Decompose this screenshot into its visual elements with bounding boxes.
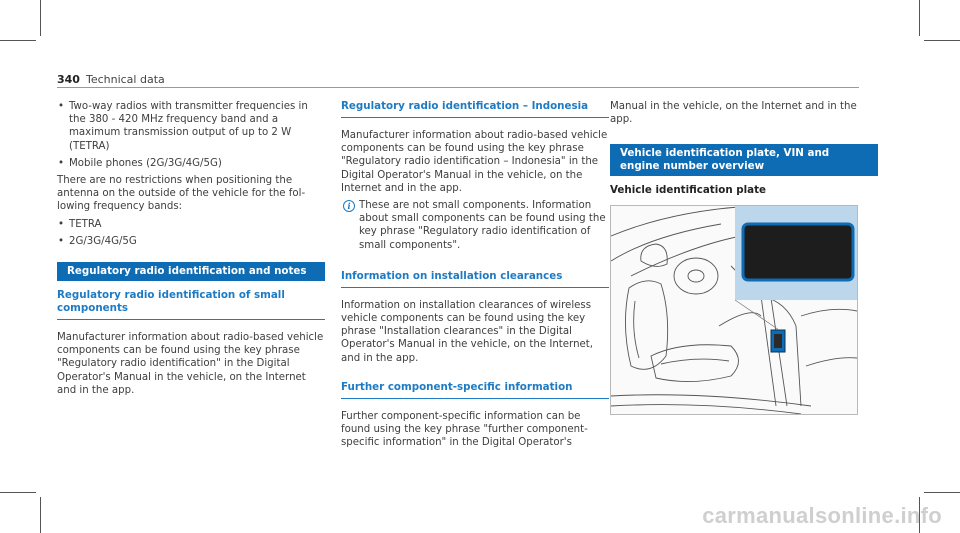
subsection-heading: Information on installation clearances (341, 270, 609, 288)
paragraph: Manual in the vehicle, on the Internet and in the app. (610, 101, 857, 126)
column-middle (341, 100, 609, 453)
crop-mark (0, 40, 36, 41)
section-heading: Vehicle identification plate, VIN and engine number overview (610, 144, 878, 176)
paragraph: Information on installation clearances of wireless vehicle components can be found using the key phrase "Installation clearances" in the Digital Operator's Manual in the vehicle, on the Internet, and in the app. (341, 299, 594, 364)
crop-mark (924, 40, 960, 41)
column-left (57, 100, 325, 401)
crop-mark (40, 0, 41, 36)
crop-mark (0, 492, 36, 493)
vehicle-plate-illustration (610, 205, 858, 415)
bullet-list (57, 100, 325, 170)
list-item: • Two-way radios with transmitter frequencies in the 380 - 420 MHz frequency band and a maximum transmission output of up to 2 W (TETRA) (57, 100, 325, 153)
list-item: • Mobile phones (2G/3G/4G/5G) (57, 157, 325, 170)
crop-mark (40, 497, 41, 533)
page-header (57, 73, 165, 86)
bullet-list (57, 218, 325, 248)
section-title: Technical data (85, 73, 165, 86)
identification-plate-detail (743, 224, 853, 280)
car-interior-drawing (611, 206, 857, 414)
note-text: These are not small components. Information about small components can be found using the key phrase "Regulatory radio identification of small components". (359, 200, 606, 251)
paragraph: Further component-specific information can be found using the key phrase "further component-specific information" in the Digital Operator's (341, 410, 588, 449)
label-marker-inner (774, 334, 782, 348)
list-item: • TETRA (57, 218, 325, 231)
info-icon: i (343, 200, 355, 212)
paragraph: Manufacturer information about radio-based vehicle components can be found using the key phrase "Regulatory radio identification" in the Digital Operator's Manual in the vehicle, on the Internet and in the app. (57, 332, 324, 396)
paragraph: There are no restrictions when positioning the antenna on the outside of the vehicle for the following frequency bands: (57, 175, 306, 213)
page-number: 340 (57, 73, 80, 86)
paragraph: Manufacturer information about radio-based vehicle components can be found using the key phrase "Regulatory radio identification – Indonesia" in the Digital Operator's Manual in the vehicle, on the Internet and in the app. (341, 130, 608, 194)
subsection-heading: Regulatory radio identification of small components (57, 289, 325, 320)
watermark: carmanualsonline.info (702, 503, 942, 528)
crop-mark (919, 0, 920, 36)
info-note (341, 199, 609, 252)
header-rule (57, 87, 859, 88)
column-right (610, 100, 878, 415)
subsection-heading: Regulatory radio identification – Indonesia (341, 100, 609, 118)
crop-mark (924, 492, 960, 493)
subsection-heading: Further component-specific information (341, 381, 609, 399)
list-item: • 2G/3G/4G/5G (57, 235, 325, 248)
subsection-heading: Vehicle identification plate (610, 184, 766, 197)
section-heading: Regulatory radio identification and notes (57, 262, 325, 281)
